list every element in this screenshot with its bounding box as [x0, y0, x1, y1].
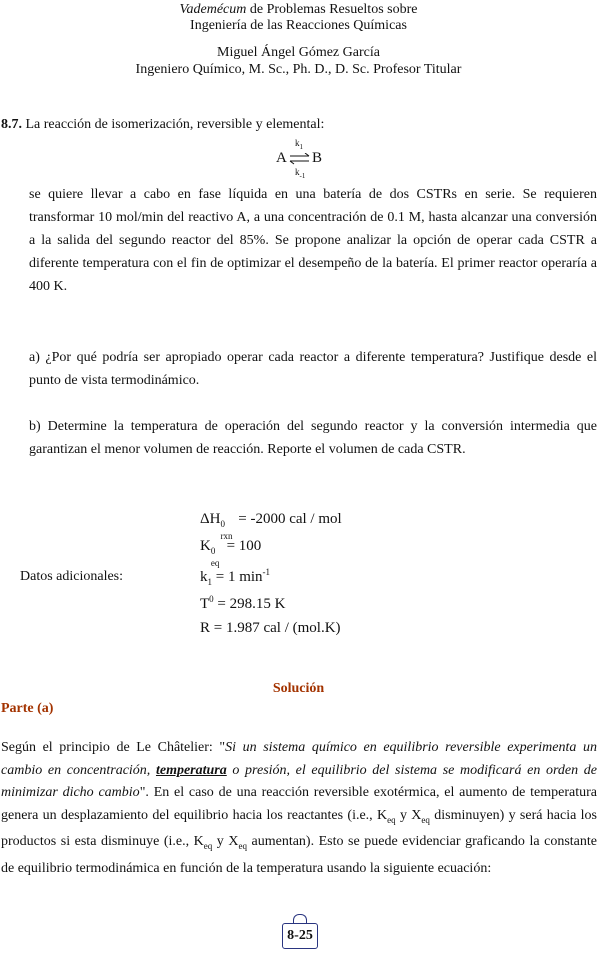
question-b: b) Determine la temperatura de operación del segundo reactor y la conversión intermedia que garantizan el menor volumen de reacción. Reporte el volumen de cada CSTR.	[29, 419, 597, 457]
data-equilibrium-constant: K 0 eq = 100	[200, 538, 262, 568]
reactant-a: A	[276, 150, 287, 166]
data-rate-constant: $k_1 = 1$ $\min^{-1}$	[200, 567, 271, 587]
data-enthalpy: ΔH 0 rxn = -2000 cal / mol	[200, 511, 342, 541]
problem-statement: se quiere llevar a cabo en fase líquida en una batería de dos CSTRs en serie. Se requieren transformar 10 mol/min del reactivo A, a una concentración de 0.1 M, hasta alcanzar una conversión a la salida del segundo reactor del 85%. Se propone analizar la opción de operar cada CSTR a diferente temperatura con el fin de optimizar el desempeño de la batería. El primer reactor operaría a 400 K.	[29, 187, 597, 294]
emphasized-temperatura: temperatura	[155, 762, 227, 778]
product-b: B	[312, 150, 323, 166]
header-author: Miguel Ángel Gómez García	[217, 45, 380, 60]
additional-data-label: Datos adicionales:	[20, 569, 124, 584]
equilibrium-arrows-icon	[289, 153, 311, 165]
k-forward-label: $k_1$	[295, 138, 303, 151]
k-reverse-label: $k_{-1}$	[295, 167, 306, 180]
data-reference-temperature: $T^0 = 298.15$ K	[200, 594, 286, 612]
header-italic-title: Vademécum	[179, 2, 247, 17]
question-a: a) ¿Por qué podría ser apropiado operar cada reactor a diferente temperatura? Justifique desde el punto de vista termodinámico.	[29, 350, 597, 388]
problem-intro-text: La reacción de isomerización, reversible y elemental:	[25, 117, 325, 132]
problem-intro	[1, 117, 324, 133]
header-credentials: Ingeniero Químico, M. Sc., Ph. D., D. Sc. Profesor Titular	[135, 62, 462, 77]
page-number: 8-25	[282, 923, 318, 949]
problem-number: 8.7.	[1, 117, 22, 132]
solution-paragraph: Según el principio de Le Châtelier: "Si un sistema químico en equilibrio reversible experimenta un cambio en concentración, temperatura o presión, el equilibrio del sistema se modificará en orden de minimizar dicho cambio". En el caso de una reacción reversible exotérmica, el aumento de temperatura genera un desplazamiento del equilibrio hacia los reactantes (i.e., $K_{eq}$ y $X_{eq}$ disminuyen) y será hacia los productos si esta disminuye (i.e., $K_{eq}$ y $X_{eq}$ aumentan). Esto se puede evidenciar graficando la constante de equilibrio termodinámica en función de la temperatura usando la siguiente ecuación:	[1, 740, 597, 876]
reaction-equation	[276, 138, 336, 178]
part-a-label: Parte (a)	[1, 701, 54, 716]
data-gas-constant: R = 1.987 cal / (mol.K)	[200, 620, 341, 636]
header-title-line2: Ingeniería de las Reacciones Químicas	[190, 18, 407, 33]
solution-title: Solución	[272, 681, 325, 696]
header-title-rest: de Problemas Resueltos sobre	[246, 2, 418, 17]
header-title-line1	[0, 2, 597, 18]
